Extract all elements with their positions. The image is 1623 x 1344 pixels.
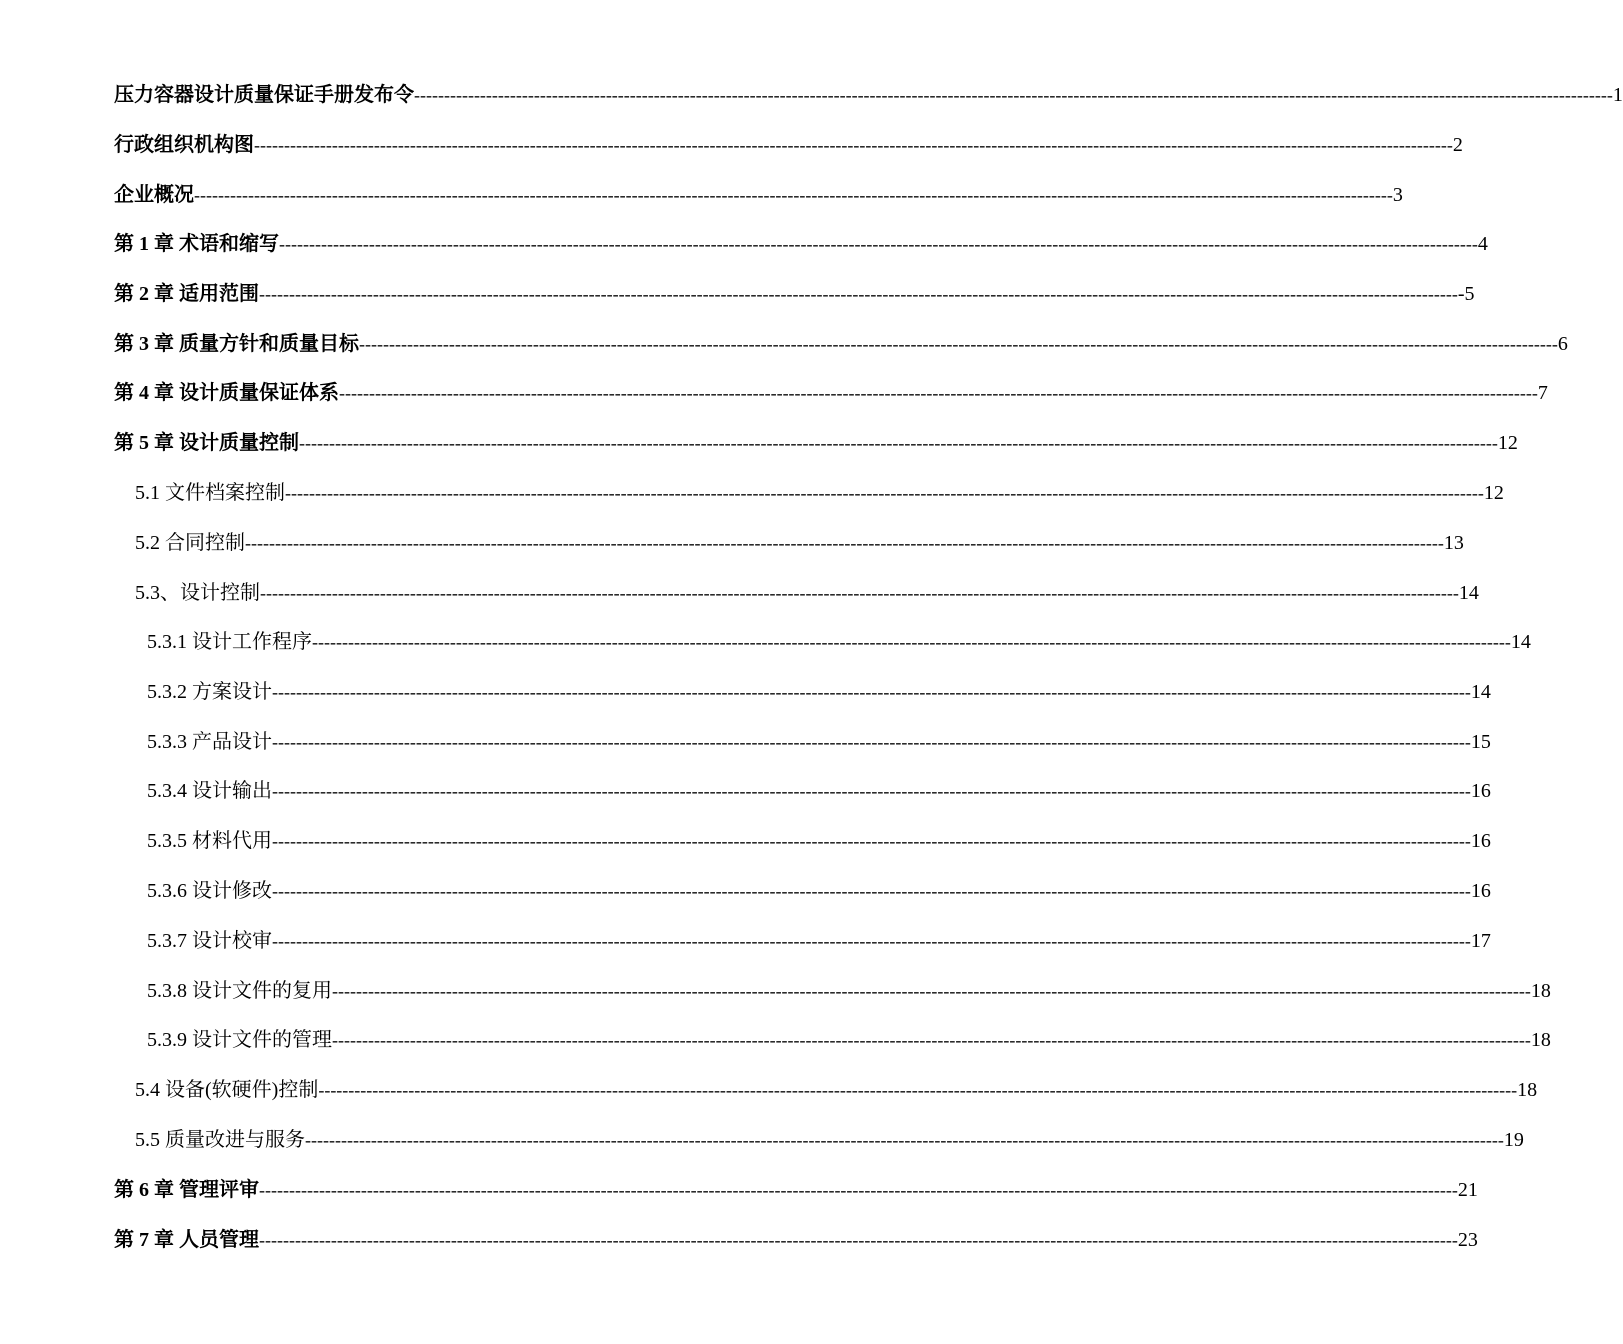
toc-entry	[147, 877, 1491, 905]
toc-entry-page: 2	[1452, 134, 1463, 156]
toc-leader: --------------------------------------------------------------------------------------------------------------------------------------------------------------------------------------------------------	[272, 682, 1471, 702]
toc-entry	[135, 1126, 1524, 1154]
toc-entry-title: 第 6 章 管理评审	[114, 1179, 259, 1201]
toc-leader: --------------------------------------------------------------------------------------------------------------------------------------------------------------------------------------------------------	[272, 881, 1471, 901]
toc-entry-title: 5.3、设计控制	[135, 582, 260, 604]
toc-entry-title: 第 7 章 人员管理	[114, 1229, 259, 1251]
toc-entry-page: 18	[1530, 980, 1551, 1002]
toc-entry-title: 5.1 文件档案控制	[135, 482, 285, 504]
toc-entry	[135, 529, 1464, 557]
toc-entry-title: 第 2 章 适用范围	[114, 283, 259, 305]
toc-entry-page: 21	[1457, 1179, 1478, 1201]
toc-leader: --------------------------------------------------------------------------------------------------------------------------------------------------------------------------------------------------------	[285, 483, 1484, 503]
toc-entry	[114, 1226, 1478, 1254]
toc-leader: --------------------------------------------------------------------------------------------------------------------------------------------------------------------------------------------------------	[272, 732, 1471, 752]
toc-leader: --------------------------------------------------------------------------------------------------------------------------------------------------------------------------------------------------------	[312, 632, 1511, 652]
toc-entry	[147, 678, 1491, 706]
toc-entry-page: 3	[1392, 184, 1403, 206]
toc-entry	[135, 1076, 1538, 1104]
toc-entry	[114, 181, 1403, 209]
toc-leader: --------------------------------------------------------------------------------------------------------------------------------------------------------------------------------------------------------	[359, 334, 1558, 354]
toc-entry-title: 5.3.2 方案设计	[147, 681, 272, 703]
toc-entry-title: 5.3.4 设计输出	[147, 780, 272, 802]
toc-entry-page: 23	[1457, 1229, 1478, 1251]
toc-entry	[135, 579, 1479, 607]
toc-entry-page: 17	[1470, 930, 1491, 952]
toc-entry-title: 第 5 章 设计质量控制	[114, 432, 299, 454]
toc-entry	[114, 1176, 1478, 1204]
toc-entry	[114, 131, 1463, 159]
toc-entry	[114, 230, 1488, 258]
toc-entry-title: 行政组织机构图	[114, 134, 254, 156]
toc-entry-page: 16	[1470, 830, 1491, 852]
toc-entry-page: 4	[1477, 233, 1488, 255]
toc-entry-title: 5.3.8 设计文件的复用	[147, 980, 332, 1002]
toc-leader: --------------------------------------------------------------------------------------------------------------------------------------------------------------------------------------------------------	[254, 135, 1453, 155]
toc-leader: --------------------------------------------------------------------------------------------------------------------------------------------------------------------------------------------------------	[245, 533, 1444, 553]
toc-leader: --------------------------------------------------------------------------------------------------------------------------------------------------------------------------------------------------------	[259, 1230, 1458, 1250]
toc-entry	[147, 827, 1491, 855]
toc-entry	[147, 728, 1491, 756]
toc-entry-page: 14	[1470, 681, 1491, 703]
toc-entry-title: 压力容器设计质量保证手册发布令	[114, 84, 414, 106]
toc-entry	[147, 777, 1491, 805]
toc-entry-page: 12	[1497, 432, 1518, 454]
toc-leader: --------------------------------------------------------------------------------------------------------------------------------------------------------------------------------------------------------	[305, 1130, 1504, 1150]
toc-entry-page: 6	[1557, 333, 1568, 355]
toc-leader: --------------------------------------------------------------------------------------------------------------------------------------------------------------------------------------------------------	[414, 85, 1613, 105]
toc-entry-title: 第 4 章 设计质量保证体系	[114, 382, 339, 404]
toc-entry-page: 19	[1503, 1129, 1524, 1151]
toc-entry-title: 第 3 章 质量方针和质量目标	[114, 333, 359, 355]
toc-entry-title: 5.2 合同控制	[135, 532, 245, 554]
toc-entry-page: 18	[1517, 1079, 1538, 1101]
toc-entry-page: 16	[1470, 880, 1491, 902]
toc-entry-page: 1	[1612, 84, 1623, 106]
toc-entry	[147, 927, 1491, 955]
toc-entry-title: 5.3.3 产品设计	[147, 731, 272, 753]
toc-entry	[114, 280, 1475, 308]
toc-entry-title: 第 1 章 术语和缩写	[114, 233, 279, 255]
toc-entry-page: 16	[1470, 780, 1491, 802]
toc-leader: --------------------------------------------------------------------------------------------------------------------------------------------------------------------------------------------------------	[260, 583, 1459, 603]
toc-entry-title: 5.4 设备(软硬件)控制	[135, 1079, 319, 1101]
toc-leader: --------------------------------------------------------------------------------------------------------------------------------------------------------------------------------------------------------	[332, 981, 1531, 1001]
toc-leader: --------------------------------------------------------------------------------------------------------------------------------------------------------------------------------------------------------	[272, 931, 1471, 951]
toc-entry-title: 企业概况	[114, 184, 194, 206]
toc-entry-page: 12	[1483, 482, 1504, 504]
toc-leader: --------------------------------------------------------------------------------------------------------------------------------------------------------------------------------------------------------	[194, 185, 1393, 205]
toc-entry-title: 5.5 质量改进与服务	[135, 1129, 305, 1151]
toc-entry-title: 5.3.7 设计校审	[147, 930, 272, 952]
toc-entry	[114, 379, 1548, 407]
toc-leader: --------------------------------------------------------------------------------------------------------------------------------------------------------------------------------------------------------	[259, 1180, 1458, 1200]
toc-entry	[114, 330, 1568, 358]
toc-entry-page: 15	[1470, 731, 1491, 753]
toc-leader: --------------------------------------------------------------------------------------------------------------------------------------------------------------------------------------------------------	[299, 433, 1498, 453]
toc-leader: --------------------------------------------------------------------------------------------------------------------------------------------------------------------------------------------------------	[279, 234, 1478, 254]
toc-entry-page: 7	[1537, 382, 1548, 404]
toc-entry	[147, 977, 1551, 1005]
toc-leader: --------------------------------------------------------------------------------------------------------------------------------------------------------------------------------------------------------	[272, 831, 1471, 851]
toc-entry-title: 5.3.9 设计文件的管理	[147, 1029, 332, 1051]
toc-entry	[114, 81, 1623, 109]
toc-leader: --------------------------------------------------------------------------------------------------------------------------------------------------------------------------------------------------------	[318, 1080, 1518, 1100]
toc-entry-title: 5.3.6 设计修改	[147, 880, 272, 902]
toc-entry-page: 18	[1530, 1029, 1551, 1051]
toc-entry	[114, 429, 1518, 457]
toc-entry	[147, 628, 1531, 656]
toc-entry-page: 13	[1443, 532, 1464, 554]
toc-leader: --------------------------------------------------------------------------------------------------------------------------------------------------------------------------------------------------------	[272, 781, 1471, 801]
toc-leader: --------------------------------------------------------------------------------------------------------------------------------------------------------------------------------------------------------	[332, 1030, 1531, 1050]
toc-entry-title: 5.3.5 材料代用	[147, 830, 272, 852]
toc-entry	[147, 1026, 1551, 1054]
toc-entry-page: -5	[1457, 283, 1475, 305]
toc-leader: --------------------------------------------------------------------------------------------------------------------------------------------------------------------------------------------------------	[259, 284, 1458, 304]
toc-entry	[135, 479, 1504, 507]
toc-leader: --------------------------------------------------------------------------------------------------------------------------------------------------------------------------------------------------------	[339, 383, 1538, 403]
toc-entry-title: 5.3.1 设计工作程序	[147, 631, 312, 653]
toc-entry-page: 14	[1510, 631, 1531, 653]
toc-entry-page: 14	[1458, 582, 1479, 604]
